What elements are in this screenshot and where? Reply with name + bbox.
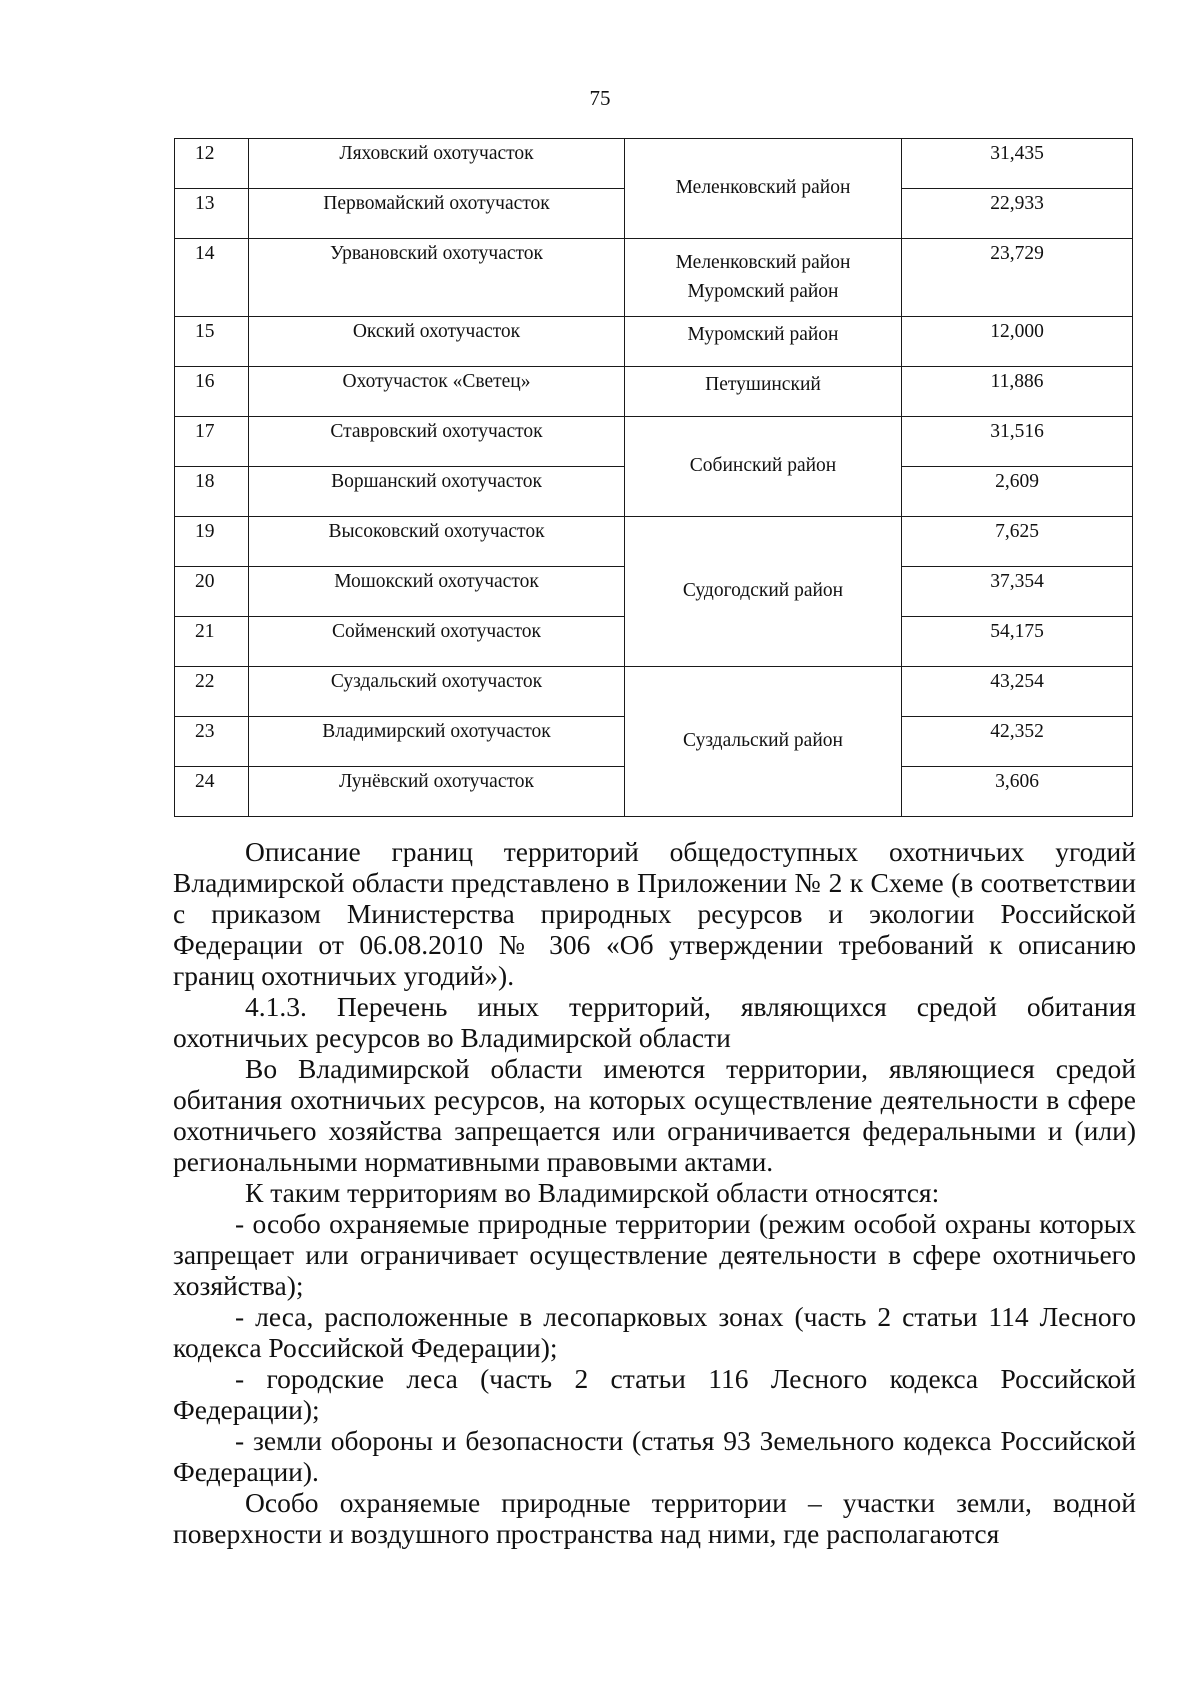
area-value: 31,516 — [902, 417, 1133, 467]
row-number: 17 — [175, 417, 249, 467]
district-cell: Муромский район — [625, 317, 902, 367]
area-value: 54,175 — [902, 617, 1133, 667]
district-cell: Петушинский — [625, 367, 902, 417]
row-number: 21 — [175, 617, 249, 667]
area-name: Ляховский охотучасток — [249, 139, 625, 189]
district-cell: Суздальский район — [625, 667, 902, 817]
row-number: 15 — [175, 317, 249, 367]
body-text — [173, 836, 1136, 1549]
area-value: 42,352 — [902, 717, 1133, 767]
area-name: Владимирский охотучасток — [249, 717, 625, 767]
table-row — [175, 417, 1133, 467]
area-name: Охотучасток «Светец» — [249, 367, 625, 417]
area-name: Лунёвский охотучасток — [249, 767, 625, 817]
district-cell: Меленковский район — [625, 139, 902, 239]
row-number: 24 — [175, 767, 249, 817]
list-item: - особо охраняемые природные территории (режим особой охраны которых запрещает или ограничивает осуществление деятельности в сфере охотничьего хозяйства); — [173, 1208, 1136, 1301]
area-name: Мошокский охотучасток — [249, 567, 625, 617]
row-number: 12 — [175, 139, 249, 189]
section-heading: 4.1.3. Перечень иных территорий, являющихся средой обитания охотничьих ресурсов во Владимирской области — [173, 991, 1136, 1053]
row-number: 20 — [175, 567, 249, 617]
paragraph: Описание границ территорий общедоступных охотничьих угодий Владимирской области представлено в Приложении № 2 к Схеме (в соответствии с приказом Министерства природных ресурсов и экологии Российской Федерации от 06.08.2010 № 306 «Об утверждении требований к описанию границ охотничьих угодий»). — [173, 836, 1136, 991]
area-name: Воршанский охотучасток — [249, 467, 625, 517]
area-name: Высоковский охотучасток — [249, 517, 625, 567]
area-name: Ставровский охотучасток — [249, 417, 625, 467]
list-item: - земли обороны и безопасности (статья 93 Земельного кодекса Российской Федерации). — [173, 1425, 1136, 1487]
table-row — [175, 239, 1133, 317]
district-line: Муромский район — [687, 280, 839, 302]
area-value: 23,729 — [902, 239, 1133, 317]
list-item: - городские леса (часть 2 статьи 116 Лесного кодекса Российской Федерации); — [173, 1363, 1136, 1425]
area-name: Сойменский охотучасток — [249, 617, 625, 667]
table-row — [175, 517, 1133, 567]
area-value: 43,254 — [902, 667, 1133, 717]
area-name: Первомайский охотучасток — [249, 189, 625, 239]
area-value: 3,606 — [902, 767, 1133, 817]
district-cell — [625, 239, 902, 317]
area-value: 22,933 — [902, 189, 1133, 239]
row-number: 13 — [175, 189, 249, 239]
area-value: 12,000 — [902, 317, 1133, 367]
row-number: 22 — [175, 667, 249, 717]
list-item: - леса, расположенные в лесопарковых зонах (часть 2 статьи 114 Лесного кодекса Российской Федерации); — [173, 1301, 1136, 1363]
row-number: 14 — [175, 239, 249, 317]
district-line: Меленковский район — [675, 252, 851, 274]
row-number: 23 — [175, 717, 249, 767]
paragraph: Особо охраняемые природные территории – участки земли, водной поверхности и воздушного пространства над ними, где располагаются — [173, 1487, 1136, 1549]
area-value: 11,886 — [902, 367, 1133, 417]
table-row — [175, 317, 1133, 367]
district-cell: Судогодский район — [625, 517, 902, 667]
row-number: 16 — [175, 367, 249, 417]
area-name: Суздальский охотучасток — [249, 667, 625, 717]
table-row — [175, 667, 1133, 717]
page-number: 75 — [589, 86, 611, 110]
area-name: Окский охотучасток — [249, 317, 625, 367]
hunting-areas-table — [174, 138, 1133, 817]
row-number: 19 — [175, 517, 249, 567]
area-name: Урвановский охотучасток — [249, 239, 625, 317]
table-row — [175, 139, 1133, 189]
row-number: 18 — [175, 467, 249, 517]
area-value: 2,609 — [902, 467, 1133, 517]
district-cell: Собинский район — [625, 417, 902, 517]
paragraph: К таким территориям во Владимирской области относятся: — [245, 1177, 940, 1208]
paragraph: Во Владимирской области имеются территории, являющиеся средой обитания охотничьих ресурсов, на которых осуществление деятельности в сфере охотничьего хозяйства запрещается или ограничивается федеральными и (или) региональными нормативными правовыми актами. — [173, 1053, 1136, 1177]
table-row — [175, 367, 1133, 417]
area-value: 31,435 — [902, 139, 1133, 189]
area-value: 37,354 — [902, 567, 1133, 617]
area-value: 7,625 — [902, 517, 1133, 567]
